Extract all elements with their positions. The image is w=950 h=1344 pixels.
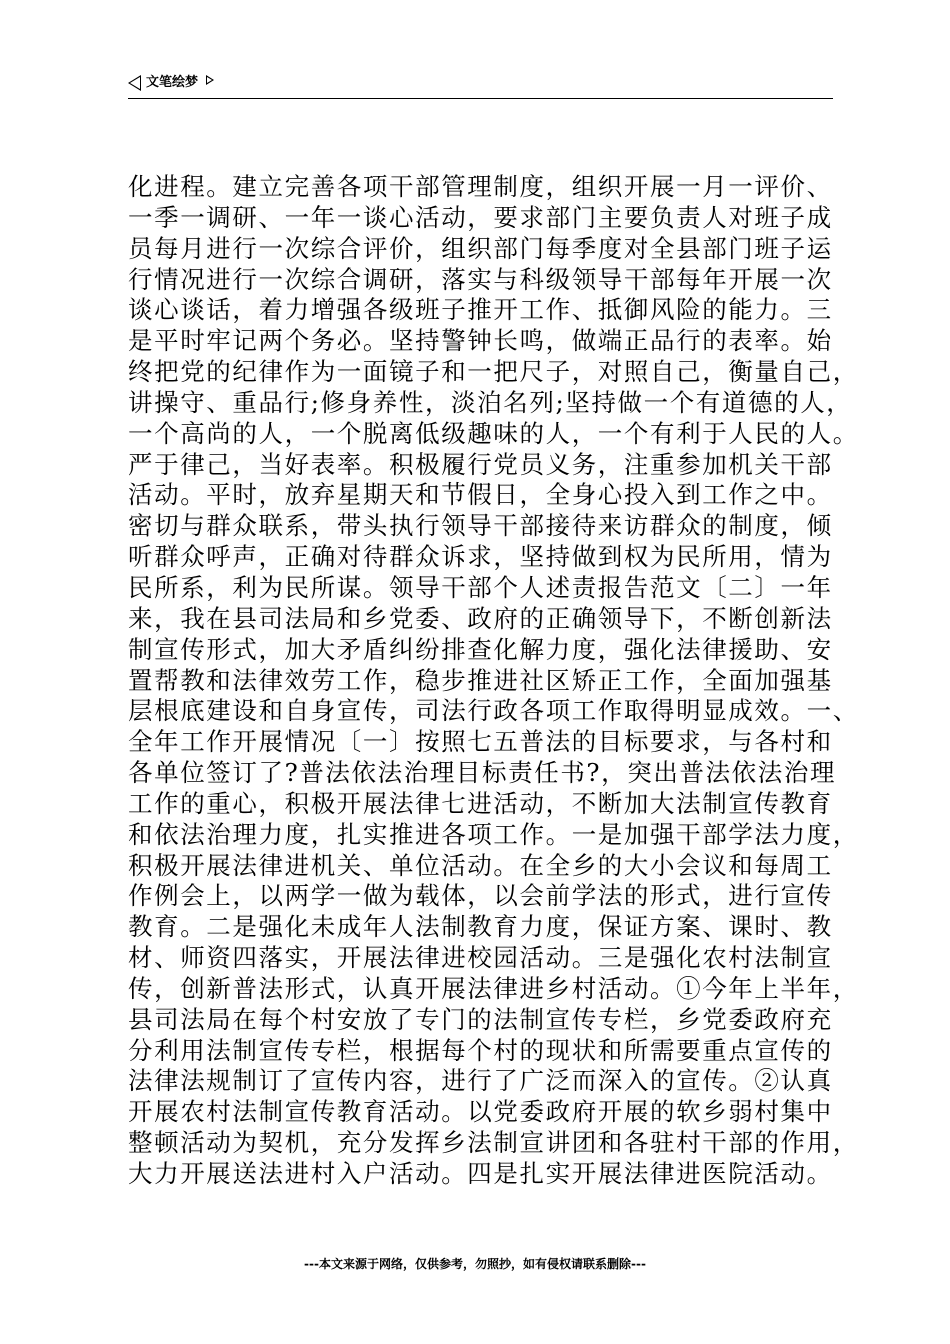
body-line: 全年工作开展情况〔一〕按照七五普法的目标要求，与各村和 — [128, 727, 833, 757]
body-line: 整顿活动为契机，充分发挥乡法制宣讲团和各驻村干部的作用， — [128, 1128, 859, 1158]
body-line: 制宣传形式，加大矛盾纠纷排查化解力度，强化法律援助、安 — [128, 634, 833, 664]
body-line: 密切与群众联系，带头执行领导干部接待来访群众的制度，倾 — [128, 511, 833, 541]
body-line: 教育。二是强化未成年人法制教育力度，保证方案、课时、教 — [128, 912, 833, 942]
body-line: 民所系，利为民所谋。领导干部个人述责报告范文〔二〕一年 — [128, 572, 833, 602]
body-line: 开展农村法制宣传教育活动。以党委政府开展的软乡弱村集中 — [128, 1097, 833, 1127]
body-line: 一个高尚的人，一个脱离低级趣味的人，一个有利于人民的人。 — [128, 418, 859, 448]
body-line: 置帮教和法律效劳工作，稳步推进社区矫正工作，全面加强基 — [128, 665, 833, 695]
header-brand — [128, 74, 214, 92]
body-line: 一季一调研、一年一谈心活动，要求部门主要负责人对班子成 — [128, 202, 833, 232]
document-body — [128, 172, 859, 1190]
body-line: 积极开展法律进机关、单位活动。在全乡的大小会议和每周工 — [128, 850, 833, 880]
body-line: 讲操守、重品行;修身养性，淡泊名列;坚持做一个有道德的人， — [128, 387, 853, 417]
body-line: 听群众呼声，正确对待群众诉求，坚持做到权为民所用，情为 — [128, 542, 833, 572]
body-line: 各单位签订了?普法依法治理目标责任书?，突出普法依法治理 — [128, 758, 837, 788]
body-line: 活动。平时，放弃星期天和节假日，全身心投入到工作之中。 — [128, 480, 833, 510]
body-line: 化进程。建立完善各项干部管理制度，组织开展一月一评价、 — [128, 172, 833, 201]
body-line: 材、师资四落实，开展法律进校园活动。三是强化农村法制宣 — [128, 943, 833, 973]
body-line: 传，创新普法形式，认真开展法律进乡村活动。①今年上半年， — [128, 973, 859, 1003]
body-line: 谈心谈话，着力增强各级班子推开工作、抵御风险的能力。三 — [128, 295, 833, 325]
body-line: 行情况进行一次综合调研，落实与科级领导干部每年开展一次 — [128, 264, 833, 294]
header-title: 文笔绘梦 — [146, 75, 199, 90]
body-line: 严于律己，当好表率。积极履行党员义务，注重参加机关干部 — [128, 449, 833, 479]
body-line: 作例会上，以两学一做为载体，以会前学法的形式，进行宣传 — [128, 881, 833, 911]
body-line: 来，我在县司法局和乡党委、政府的正确领导下，不断创新法 — [128, 603, 833, 633]
page-header — [128, 70, 833, 99]
body-line: 县司法局在每个村安放了专门的法制宣传专栏，乡党委政府充 — [128, 1004, 833, 1034]
triangle-left-icon — [128, 75, 141, 91]
body-line: 大力开展送法进村入户活动。四是扎实开展法律进医院活动。 — [128, 1159, 833, 1188]
body-line: 工作的重心，积极开展法律七进活动，不断加大法制宣传教育 — [128, 788, 833, 818]
body-line: 终把党的纪律作为一面镜子和一把尺子，对照自己，衡量自己， — [128, 357, 859, 387]
page-footer: ---本文来源于网络，仅供参考，勿照抄，如有侵权请联系删除--- — [304, 1257, 646, 1271]
body-line: 是平时牢记两个务必。坚持警钟长鸣，做端正品行的表率。始 — [128, 326, 833, 356]
body-line: 员每月进行一次综合评价，组织部门每季度对全县部门班子运 — [128, 233, 833, 263]
body-line: 层根底建设和自身宣传，司法行政各项工作取得明显成效。一、 — [128, 696, 859, 726]
triangle-right-icon — [206, 75, 214, 85]
body-line: 法律法规制订了宣传内容，进行了广泛而深入的宣传。②认真 — [128, 1066, 833, 1096]
body-line: 分利用法制宣传专栏，根据每个村的现状和所需要重点宣传的 — [128, 1035, 833, 1065]
body-line: 和依法治理力度，扎实推进各项工作。一是加强干部学法力度， — [128, 819, 859, 849]
